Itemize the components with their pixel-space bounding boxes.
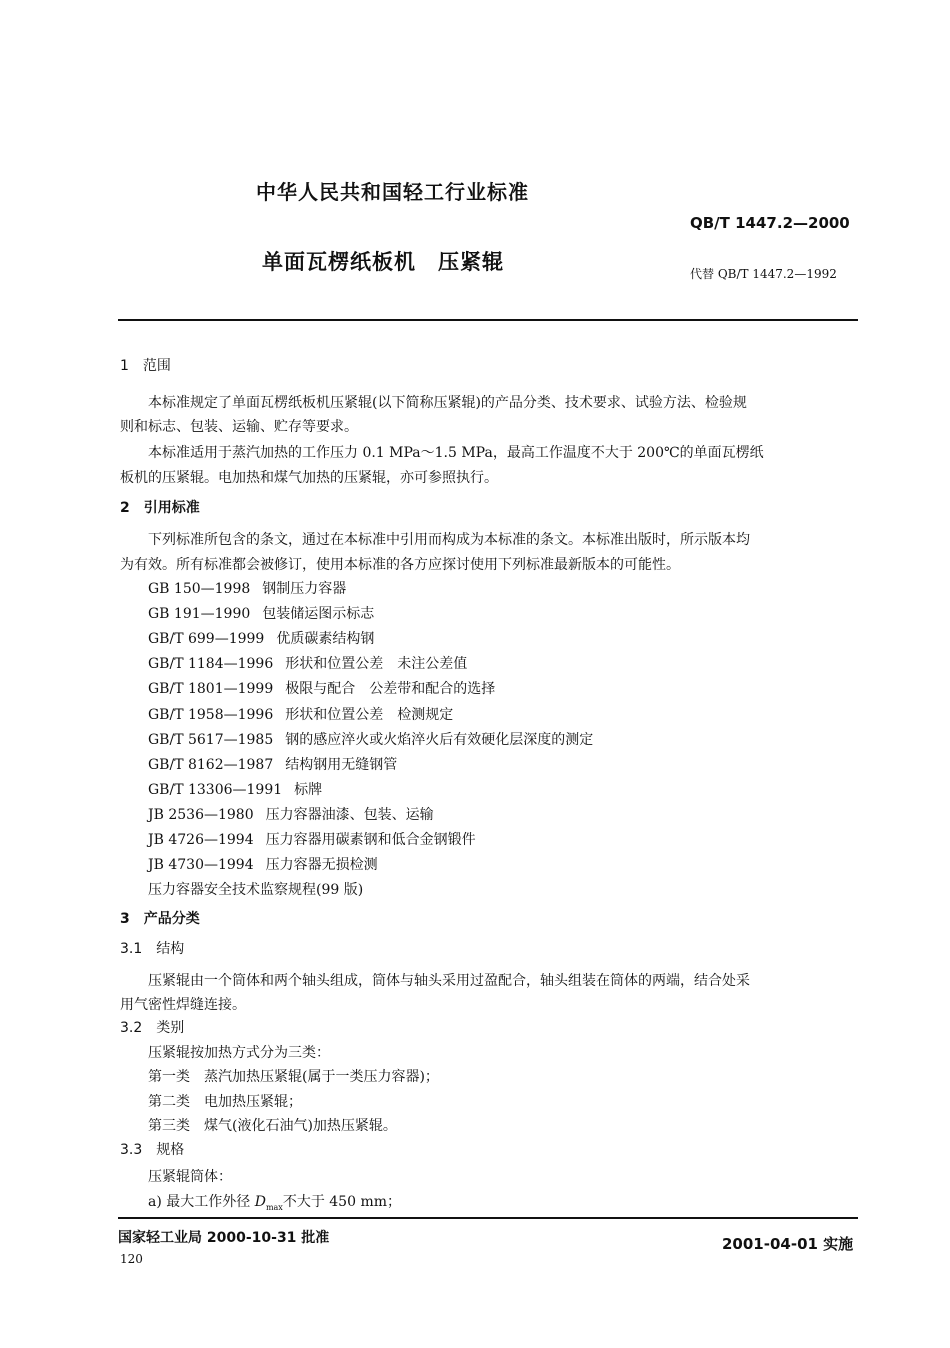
reference-code: JB 4726—1994 [148,832,254,848]
spec-item-a-prefix: a) 最大工作外径 [148,1194,255,1210]
reference-title: 极限与配合 公差带和配合的选择 [285,681,496,698]
reference-title: 优质碳素结构钢 [276,631,375,648]
replaces-standard: 代替 QB/T 1447.2—1992 [690,267,837,281]
reference-code: GB/T 5617—1985 [148,731,274,748]
reference-title: 压力容器油漆、包装、运输 [265,806,434,823]
reference-title: 形状和位置公差 未注公差值 [285,656,468,673]
section-3-heading: 3 产品分类 [120,911,200,927]
reference-title: 结构钢用无缝钢管 [285,756,398,773]
section-2-para-line-2: 为有效。所有标准都会被修订，使用本标准的各方应探讨使用下列标准最新版本的可能性。 [120,557,680,573]
section-1-heading: 1 范围 [120,358,171,374]
section-3-2-heading: 3.2 类别 [120,1020,185,1036]
reference-title: 压力容器无损检测 [265,857,378,874]
standard-number: QB/T 1447.2—2000 [690,214,850,232]
spec-item-a-suffix: 不大于 450 mm； [282,1194,402,1210]
issuing-authority: 中华人民共和国轻工行业标准 [256,180,529,204]
reference-code: GB/T 1801—1999 [148,681,274,698]
reference-item [148,729,593,749]
reference-code: GB 150—1998 [148,581,251,597]
class-description: 电加热压紧辊； [204,1093,302,1110]
section-3-3-heading: 3.3 规格 [120,1142,185,1158]
document-title: 单面瓦楞纸板机 压紧辊 [262,250,504,274]
section-3-1-heading: 3.1 结构 [120,941,185,957]
reference-item [148,653,467,673]
class-description: 蒸汽加热压紧辊(属于一类压力容器)； [204,1069,439,1085]
reference-code: GB 191—1990 [148,606,251,623]
footer-rule [118,1217,858,1219]
section-1-para-1-line-2: 则和标志、包装、运输、贮存等要求。 [120,419,358,435]
section-3-2-intro: 压紧辊按加热方式分为三类： [148,1045,330,1061]
reference-title: 形状和位置公差 检测规定 [285,706,454,723]
reference-code: GB/T 699—1999 [148,631,265,648]
reference-code: GB/T 1958—1996 [148,706,274,723]
class-label: 第二类 [148,1093,190,1110]
section-2-heading: 2 引用标准 [120,500,200,516]
reference-title: 包装储运图示标志 [262,606,375,623]
reference-code: GB/T 1184—1996 [148,656,274,673]
reference-item [148,628,374,648]
reference-item [148,779,322,799]
reference-item [148,704,453,724]
class-item [148,1066,439,1086]
reference-code: GB/T 8162—1987 [148,756,274,773]
class-label: 第三类 [148,1118,190,1134]
section-1-para-2-line-1: 本标准适用于蒸汽加热的工作压力 0.1 MPa～1.5 MPa，最高工作温度不大于 200℃的单面瓦楞纸 [148,445,764,461]
reference-item [148,804,434,824]
diameter-symbol: D [254,1194,266,1210]
class-description: 煤气(液化石油气)加热压紧辊。 [204,1118,397,1134]
section-3-1-line-2: 用气密性焊缝连接。 [120,997,246,1013]
class-label: 第一类 [148,1069,190,1085]
section-1-para-1-line-1: 本标准规定了单面瓦楞纸板机压紧辊(以下简称压紧辊)的产品分类、技术要求、试验方法、检验规 [148,395,747,411]
regulation-reference: 压力容器安全技术监察规程(99 版) [148,882,364,898]
reference-item [148,578,346,598]
reference-code: JB 2536—1980 [148,806,254,823]
approval-line: 国家轻工业局 2000-10-31 批准 [118,1230,330,1246]
reference-item [148,854,378,874]
section-2-para-line-1: 下列标准所包含的条文，通过在本标准中引用而构成为本标准的条文。本标准出版时，所示版本均 [148,532,750,548]
reference-title: 钢的感应淬火或火焰淬火后有效硬化层深度的测定 [285,731,594,748]
effective-date: 2001-04-01 实施 [722,1235,854,1253]
section-3-3-intro: 压紧辊筒体： [148,1169,232,1185]
reference-title: 压力容器用碳素钢和低合金钢锻件 [265,832,476,848]
reference-title: 标牌 [294,781,323,798]
section-1-para-2-line-2: 板机的压紧辊。电加热和煤气加热的压紧辊，亦可参照执行。 [120,470,498,486]
reference-item [148,678,495,698]
reference-item [148,754,397,774]
spec-item-a [148,1191,401,1212]
reference-item [148,829,476,849]
reference-title: 钢制压力容器 [262,581,347,597]
reference-code: GB/T 13306—1991 [148,781,283,798]
header-rule [118,319,858,321]
class-item [148,1091,302,1111]
diameter-subscript: max [265,1202,283,1212]
page-number: 120 [120,1252,143,1266]
class-item [148,1115,397,1135]
section-3-1-line-1: 压紧辊由一个筒体和两个轴头组成，筒体与轴头采用过盈配合，轴头组装在筒体的两端，结合处采 [148,973,750,989]
reference-code: JB 4730—1994 [148,857,254,874]
reference-item [148,603,374,623]
